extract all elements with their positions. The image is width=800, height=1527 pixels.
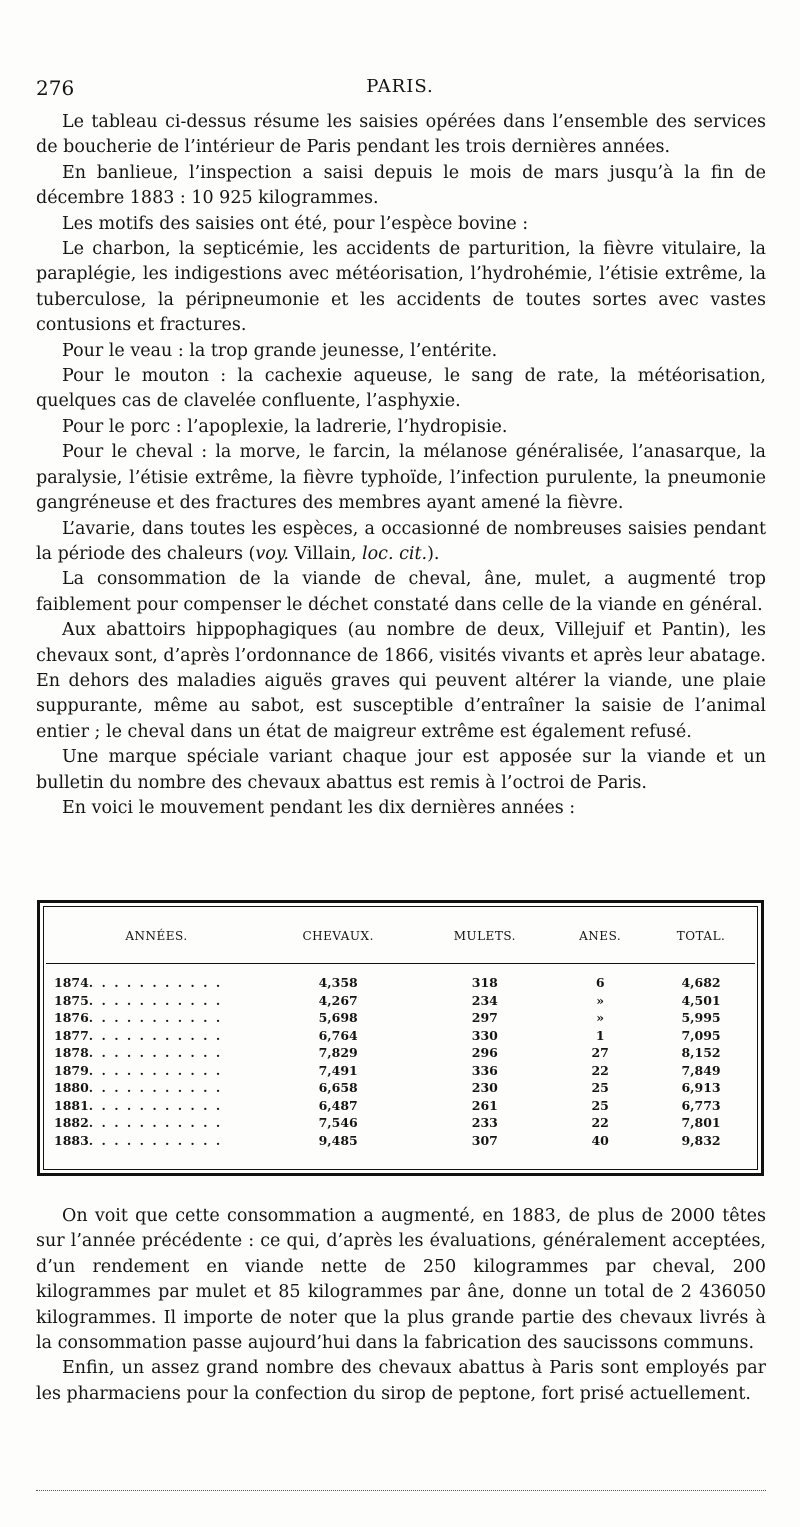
cell-mules: 233: [471, 1115, 498, 1130]
cell-donkeys: »: [596, 992, 605, 1008]
year-label: 1874: [54, 975, 89, 990]
table-row: [46, 1097, 755, 1115]
year-label: 1877: [54, 1027, 89, 1043]
cell-mules: 336: [471, 1062, 498, 1078]
cell-mules: 318: [471, 975, 498, 990]
cell-year: [46, 964, 260, 992]
cell-horses: 5,698: [318, 1010, 358, 1025]
cell-total: 8,152: [681, 1045, 721, 1060]
running-title: PARIS.: [366, 76, 434, 97]
paragraph-banlieue: En banlieue, l’inspection a saisi depuis le mois de mars jusqu’à la fin de décembre 1883 : 10 925 kilogrammes.: [36, 162, 766, 209]
cell-donkeys: 22: [591, 1115, 609, 1130]
paragraph-motifs-intro: Les motifs des saisies ont été, pour l’espèce bovine :: [62, 213, 529, 234]
cell-horses: 7,829: [318, 1045, 358, 1060]
paragraph-mouton: Pour le mouton : la cachexie aqueuse, le sang de rate, la météorisation, quelques cas de clavelée confluente, l’asphyxie.: [36, 366, 766, 412]
cell-donkeys: 22: [591, 1062, 609, 1078]
slaughter-statistics-table: [46, 909, 755, 1149]
paragraph-veau: Pour le veau : la trop grande jeunesse, l’entérite.: [62, 340, 498, 361]
footer-divider: [36, 1490, 766, 1491]
cell-mules: 297: [471, 1010, 498, 1025]
cell-donkeys: 40: [591, 1132, 609, 1148]
cell-donkeys: 27: [591, 1045, 609, 1060]
header-horses: CHEVAUX.: [260, 909, 416, 964]
cell-donkeys: 25: [591, 1080, 609, 1095]
cell-mules: 330: [471, 1027, 498, 1043]
table-row: [46, 1062, 755, 1080]
avarie-text-end: ).: [427, 543, 440, 564]
cell-donkeys: 1: [595, 1027, 605, 1043]
cell-year: [46, 992, 260, 1010]
cell-year: [46, 1097, 260, 1115]
cell-total: 7,095: [681, 1027, 721, 1043]
leader-dots: . . . . . . . . . . .: [88, 1010, 223, 1025]
cell-horses: 9,485: [318, 1132, 358, 1148]
cell-horses: 6,487: [318, 1097, 358, 1113]
cell-year: [46, 1062, 260, 1080]
header-mules: MULETS.: [416, 909, 553, 964]
paragraph-summary: Le tableau ci-dessus résume les saisies opérées dans l’ensemble des services de boucherie de l’intérieur de Paris pendant les trois dernières années.: [36, 112, 766, 158]
header-total: TOTAL.: [647, 909, 755, 964]
leader-dots: . . . . . . . . . . .: [88, 1062, 223, 1078]
cell-mules: 296: [471, 1045, 498, 1060]
year-label: 1883: [54, 1132, 89, 1148]
table-row: [46, 1009, 755, 1027]
leader-dots: . . . . . . . . . . .: [88, 1045, 223, 1060]
page-header: [36, 76, 764, 100]
cell-donkeys: 25: [591, 1097, 609, 1113]
table-row: [46, 1027, 755, 1045]
leader-dots: . . . . . . . . . . .: [88, 1132, 223, 1148]
year-label: 1882: [54, 1115, 89, 1130]
cell-horses: 4,267: [318, 992, 358, 1008]
table-row: [46, 1044, 755, 1062]
page-number: 276: [36, 76, 75, 100]
cell-total: 4,682: [681, 975, 721, 990]
cell-year: [46, 1132, 260, 1150]
table-body: [46, 964, 755, 1150]
text-after-table: [36, 1204, 766, 1407]
cell-year: [46, 1044, 260, 1062]
table-row: [46, 992, 755, 1010]
paragraph-consommation: La consommation de la viande de cheval, âne, mulet, a augmenté trop faiblement pour compenser le déchet constaté dans celle de la viande en général.: [36, 569, 766, 615]
body-text: [36, 110, 766, 821]
year-label: 1875: [54, 992, 89, 1008]
cell-total: 9,832: [681, 1132, 721, 1148]
paragraph-marque: Une marque spéciale variant chaque jour est apposée sur la viande et un bulletin du nombre des chevaux abattus est remis à l’octroi de Paris.: [36, 747, 766, 793]
year-label: 1876: [54, 1010, 89, 1025]
paragraph-abattoirs: Aux abattoirs hippophagiques (au nombre de deux, Villejuif et Pantin), les chevaux sont, d’après l’ordonnance de 1866, visités vivants et après leur abatage. En dehors des maladies aiguës graves qui peuvent altérer la viande, une plaie suppurante, même au sabot, est susceptible d’entraîner la saisie de l’animal entier ; le cheval dans un état de maigreur extrême est également refusé.: [36, 620, 766, 742]
header-years: ANNÉES.: [46, 909, 260, 964]
leader-dots: . . . . . . . . . . .: [88, 975, 223, 990]
year-label: 1878: [54, 1045, 89, 1060]
cell-total: 4,501: [681, 992, 721, 1008]
cell-total: 6,913: [681, 1080, 721, 1095]
paragraph-peptone: Enfin, un assez grand nombre des chevaux abattus à Paris sont employés par les pharmaciens pour la confection du sirop de peptone, fort prisé actuellement.: [36, 1358, 766, 1404]
leader-dots: . . . . . . . . . . .: [88, 1097, 223, 1113]
cell-total: 7,801: [681, 1115, 721, 1130]
leader-dots: . . . . . . . . . . .: [88, 992, 223, 1008]
paragraph-mouvement-intro: En voici le mouvement pendant les dix dernières années :: [62, 797, 576, 818]
cell-total: 7,849: [681, 1062, 721, 1078]
year-label: 1881: [54, 1097, 89, 1113]
paragraph-augmentation: On voit que cette consommation a augmenté, en 1883, de plus de 2000 têtes sur l’année précédente : ce qui, d’après les évaluations, généralement acceptées, d’un rendement en viande nette de 250 kilogrammes par cheval, 200 kilogrammes par mulet et 85 kilogrammes par âne, donne un total de 2 436050 kilogrammes. Il importe de noter que la plus grande partie des chevaux livrés à la consommation passe aujourd’hui dans la fabrication des saucissons communs.: [36, 1206, 766, 1354]
cell-mules: 307: [471, 1132, 498, 1148]
paragraph-porc: Pour le porc : l’apoplexie, la ladrerie, l’hydropisie.: [62, 416, 508, 437]
paragraph-cheval: Pour le cheval : la morve, le farcin, la mélanose généralisée, l’anasarque, la paralysie, l’étisie extrême, la fièvre typhoïde, l’infection purulente, la pneumonie gangréneuse et des fractures des membres ayant amené la fièvre.: [36, 442, 766, 514]
avarie-text-start: L’avarie, dans toutes les espèces, a occasionné de nombreuses saisies pendant la période des chaleurs (: [36, 518, 766, 564]
avarie-loc-cit: loc. cit.: [362, 543, 428, 564]
header-donkeys: ANES.: [553, 909, 647, 964]
cell-donkeys: »: [596, 1010, 605, 1025]
leader-dots: . . . . . . . . . . .: [88, 1115, 223, 1130]
avarie-author: Villain,: [288, 543, 363, 564]
leader-dots: . . . . . . . . . . .: [88, 1027, 223, 1043]
cell-year: [46, 1009, 260, 1027]
cell-horses: 6,764: [318, 1027, 358, 1043]
avarie-voy: voy.: [255, 543, 289, 564]
table-header-row: [46, 909, 755, 964]
cell-horses: 7,546: [318, 1115, 358, 1130]
paragraph-avarie: [36, 517, 766, 568]
cell-mules: 230: [471, 1080, 498, 1095]
cell-year: [46, 1114, 260, 1132]
cell-horses: 7,491: [318, 1062, 358, 1078]
paragraph-bovine: Le charbon, la septicémie, les accidents de parturition, la fièvre vitulaire, la paraplégie, les indigestions avec météorisation, l’hydrohémie, l’étisie extrême, la tuberculose, la péripneumonie et les accidents de toutes sortes avec vastes contusions et fractures.: [36, 239, 766, 336]
table-row: [46, 964, 755, 992]
cell-donkeys: 6: [595, 975, 605, 990]
cell-mules: 261: [471, 1097, 498, 1113]
cell-total: 5,995: [681, 1010, 721, 1025]
table-row: [46, 1079, 755, 1097]
statistics-table-frame: [37, 900, 764, 1176]
leader-dots: . . . . . . . . . . .: [88, 1080, 223, 1095]
cell-horses: 6,658: [318, 1080, 358, 1095]
year-label: 1880: [54, 1080, 89, 1095]
table-row: [46, 1114, 755, 1132]
table-row: [46, 1132, 755, 1150]
cell-horses: 4,358: [318, 975, 358, 990]
year-label: 1879: [54, 1062, 89, 1078]
cell-year: [46, 1027, 260, 1045]
cell-year: [46, 1079, 260, 1097]
cell-mules: 234: [471, 992, 498, 1008]
cell-total: 6,773: [681, 1097, 721, 1113]
